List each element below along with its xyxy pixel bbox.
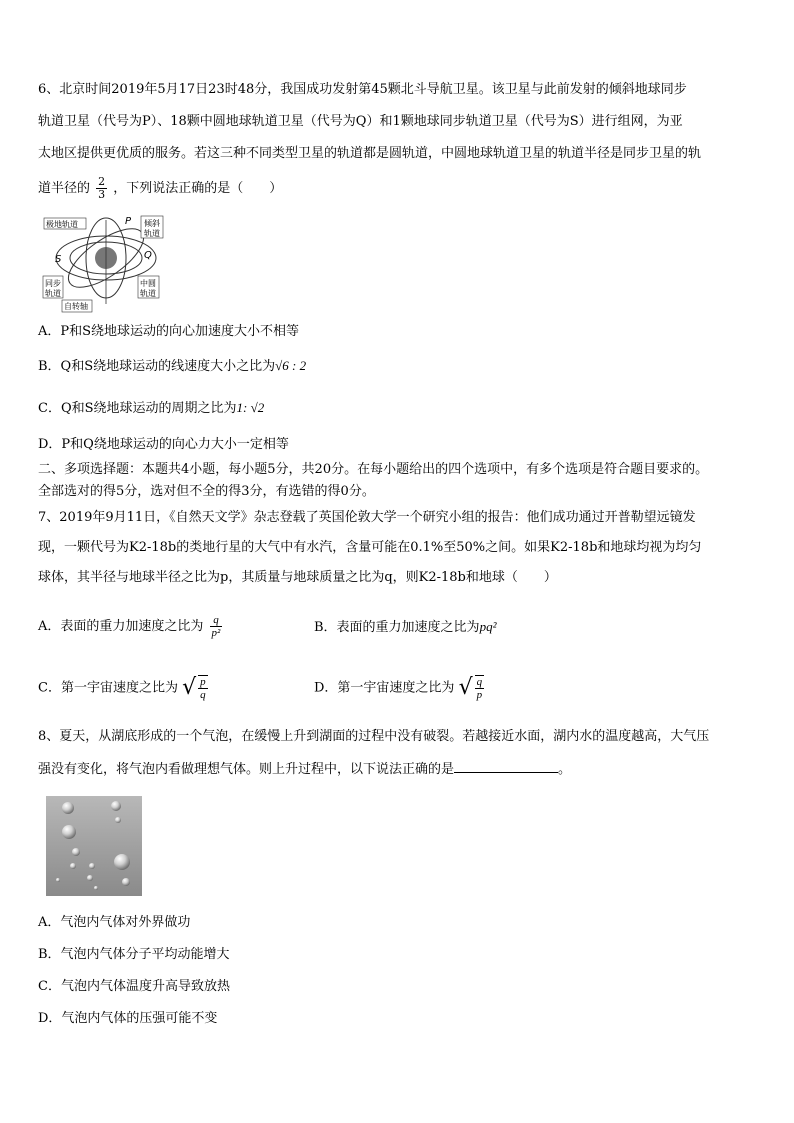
section2-line-2: 全部选对的得5分，选对但不全的得3分，有选错的得0分。: [38, 484, 375, 499]
q7-option-c-num: p: [200, 676, 206, 688]
bubble: [62, 825, 76, 839]
q8-option-c: C．气泡内气体温度升高导致放热: [38, 979, 230, 994]
bubble: [122, 878, 130, 886]
q8-option-a: A．气泡内气体对外界做功: [38, 915, 191, 930]
bubble: [94, 886, 98, 890]
q6-option-b-text: B．Q和S绕地球运动的线速度大小之比为: [38, 359, 276, 374]
q8-option-d: D．气泡内气体的压强可能不变: [38, 1011, 218, 1026]
q6-option-c-text: C．Q和S绕地球运动的周期之比为: [38, 401, 237, 416]
q7-line-3: 球体，其半径与地球半径之比为p，其质量与地球质量之比为q，则K2-18b和地球（ ）: [38, 570, 557, 585]
q7-option-d-frac: [475, 675, 485, 701]
label-sync-2: 轨道: [45, 289, 61, 298]
q6-line-3: 太地区提供更优质的服务。若这三种不同类型卫星的轨道都是圆轨道，中圆地球轨道卫星的轨道半径是同步卫星的轨: [38, 146, 702, 161]
q6-line-2: 轨道卫星（代号为P）、18颗中圆地球轨道卫星（代号为Q）和1颗地球同步轨道卫星（代号为S）进行组网，为亚: [38, 114, 683, 129]
q7-option-a: [38, 614, 224, 639]
q6-option-c-math: 1: √2: [236, 400, 265, 415]
q6-option-b: [38, 356, 306, 377]
bubble: [114, 854, 130, 870]
q8-line-2-end: 。: [558, 762, 572, 777]
q7-option-c-den: q: [200, 689, 206, 701]
q6-option-c: [38, 398, 264, 419]
label-tilt-2: 轨道: [144, 229, 160, 238]
q8-line-1: 8、夏天，从湖底形成的一个气泡，在缓慢上升到湖面的过程中没有破裂。若越接近水面，湖内水的温度越高，大气压: [38, 729, 710, 744]
q7-option-b-math: pq²: [479, 619, 497, 634]
q6-fraction-num: 2: [98, 175, 106, 188]
section2-line-1: 二、多项选择题：本题共4小题，每小题5分，共20分。在每小题给出的四个选项中，有多个选项是符合题目要求的。: [38, 462, 709, 477]
q8-option-b: B．气泡内气体分子平均动能增大: [38, 947, 230, 962]
bubble: [70, 863, 76, 869]
q8-line-2: [38, 758, 571, 780]
q7-option-d-sqrt-icon: √: [458, 675, 473, 700]
label-Q: Q: [144, 250, 152, 261]
label-axis: 自转轴: [64, 302, 88, 311]
bubble: [87, 875, 93, 881]
label-polar: 极地轨道: [46, 220, 78, 229]
bubble: [89, 863, 95, 869]
bubble: [111, 801, 121, 811]
orbit-diagram: [40, 214, 168, 314]
q7-option-c-sqrt-icon: √: [182, 675, 197, 700]
q7-option-c-frac: [198, 675, 208, 701]
q7-option-a-den: p²: [211, 627, 221, 639]
q6-fraction: [96, 176, 107, 201]
q6-option-d: D．P和Q绕地球运动的向心力大小一定相等: [38, 437, 289, 452]
q6-line-4-pre: 道半径的: [38, 181, 91, 196]
q7-option-d-den: p: [476, 689, 483, 701]
q7-line-2: 现，一颗代号为K2-18b的类地行星的大气中有水汽，含量可能在0.1%至50%之间。如果K2-18b和地球均视为均匀: [38, 540, 702, 555]
q7-option-d-num: q: [476, 676, 483, 688]
bubble: [56, 878, 60, 882]
label-mid-2: 轨道: [140, 289, 156, 298]
q8-line-2-text: 强没有变化，将气泡内看做理想气体。则上升过程中，以下说法正确的是: [38, 762, 455, 777]
q7-option-c-text: C．第一宇宙速度之比为: [38, 680, 178, 696]
q6-line-4: [38, 176, 282, 201]
label-sync-1: 同步: [45, 279, 61, 288]
q6-fraction-den: 3: [98, 188, 106, 201]
q6-option-a: A．P和S绕地球运动的向心加速度大小不相等: [38, 324, 300, 339]
q7-option-a-text: A．表面的重力加速度之比为: [38, 619, 204, 634]
q6-line-4-post: ，下列说法正确的是（ ）: [113, 181, 283, 196]
q7-option-d: [314, 675, 486, 701]
bubble: [115, 817, 121, 823]
q7-option-a-num: q: [210, 614, 223, 627]
q7-option-c: [38, 675, 210, 701]
label-P: P: [125, 216, 132, 227]
q6-line-1: 6、北京时间2019年5月17日23时48分，我国成功发射第45颗北斗导航卫星。该卫星与此前发射的倾斜地球同步: [38, 82, 687, 97]
label-S: S: [55, 254, 62, 265]
q7-option-d-text: D．第一宇宙速度之比为: [314, 680, 455, 696]
q7-option-b: [314, 617, 496, 638]
q7-line-1: 7、2019年9月11日，《自然天文学》杂志登载了英国伦敦大学一个研究小组的报告：他们成功通过开普勒望远镜发: [38, 510, 696, 525]
bubbles-image: [46, 796, 142, 896]
answer-blank[interactable]: [454, 758, 558, 773]
q7-option-a-frac: [210, 614, 223, 639]
label-tilt-1: 倾斜: [144, 219, 160, 228]
q7-option-b-text: B．表面的重力加速度之比为: [314, 620, 480, 635]
label-mid-1: 中圆: [140, 279, 156, 288]
bubble: [62, 802, 74, 814]
q6-option-b-math: √6 : 2: [275, 358, 307, 373]
bubble: [72, 848, 80, 856]
